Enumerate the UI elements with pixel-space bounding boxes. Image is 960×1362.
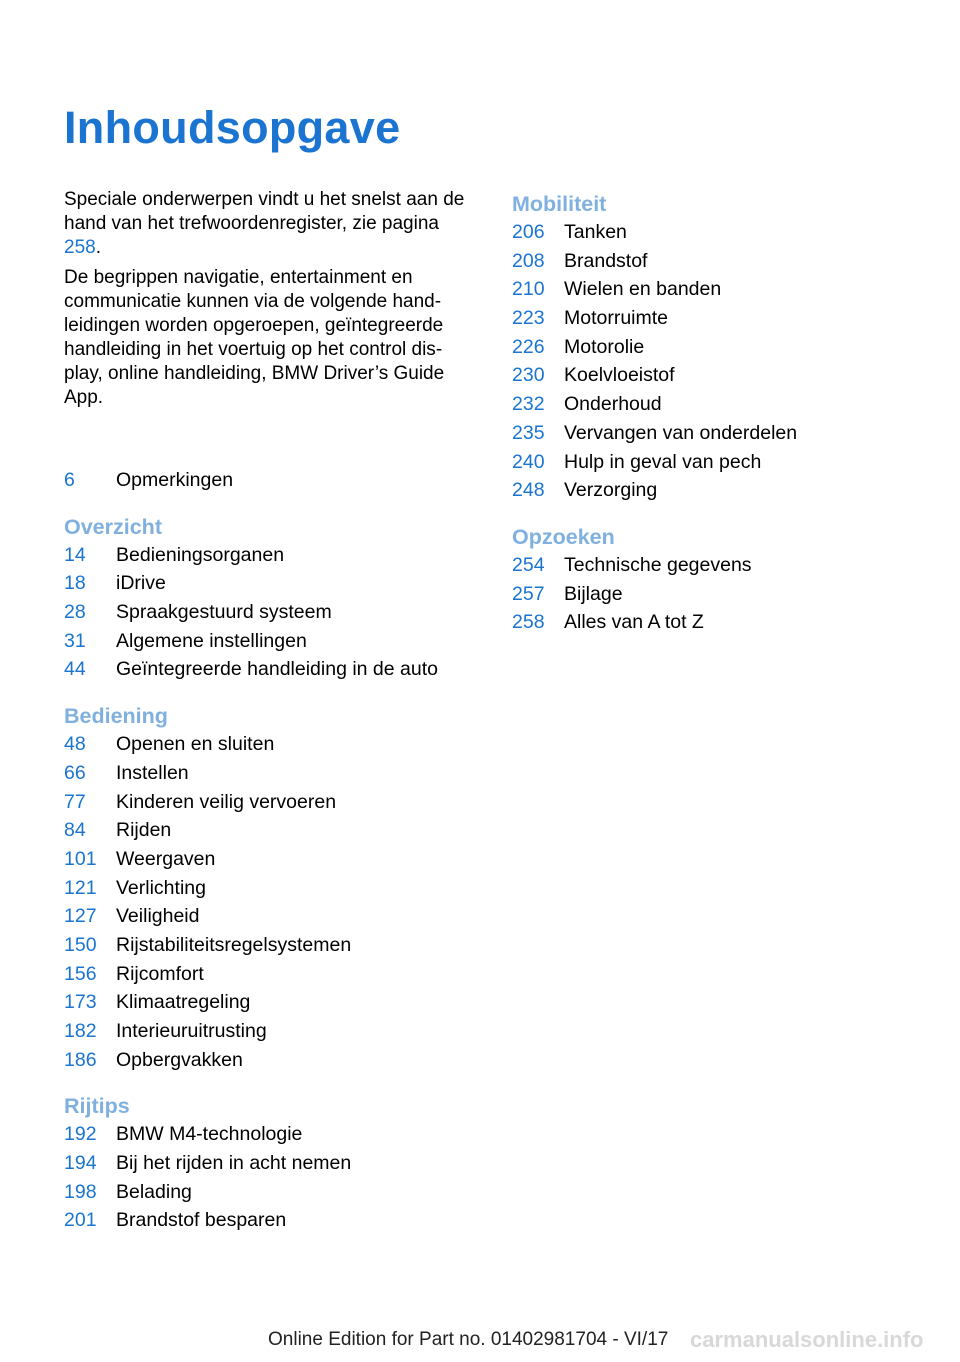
toc-entry[interactable]	[512, 476, 932, 505]
toc-page-number[interactable]: 121	[64, 876, 97, 899]
toc-entry-label: Interieuruitrusting	[116, 1020, 267, 1042]
toc-entry[interactable]	[64, 845, 468, 874]
toc-entry[interactable]	[64, 788, 468, 817]
toc-entry[interactable]	[512, 390, 932, 419]
toc-entry[interactable]	[64, 816, 468, 845]
toc-entry[interactable]	[512, 218, 932, 247]
toc-entry[interactable]	[64, 1206, 468, 1235]
toc-page-number[interactable]: 198	[64, 1180, 97, 1203]
toc-entry[interactable]	[512, 608, 932, 637]
toc-section	[64, 1092, 468, 1235]
toc-entry[interactable]	[64, 902, 468, 931]
toc-entry-label: Algemene instellingen	[116, 629, 307, 652]
watermark: carmanualsonline.info	[690, 1327, 924, 1352]
toc-entry[interactable]	[64, 466, 468, 495]
toc-entry[interactable]	[64, 627, 468, 656]
toc-entry-label: Opmerkingen	[116, 469, 234, 491]
toc-page-number[interactable]: 232	[512, 393, 545, 416]
toc-page-number[interactable]: 206	[512, 221, 545, 243]
toc-page-number[interactable]: 223	[512, 307, 545, 330]
toc-page-number[interactable]: 66	[64, 761, 86, 784]
toc-entry[interactable]	[512, 419, 932, 448]
toc-entry-label: Rijstabiliteitsregelsystemen	[116, 933, 352, 956]
toc-entry-label: Alles van A tot Z	[564, 611, 704, 634]
toc-section	[512, 190, 932, 505]
toc-entry-label: Koelvloeistof	[564, 364, 675, 387]
toc-entry-label: Technische gegevens	[564, 553, 752, 576]
toc-page-number[interactable]: 240	[512, 450, 545, 473]
toc-page-number[interactable]: 14	[64, 543, 86, 566]
toc-page-number[interactable]: 192	[64, 1123, 97, 1146]
toc-entry-label: Bij het rijden in acht nemen	[116, 1152, 352, 1175]
toc-page-number[interactable]: 257	[512, 582, 545, 605]
toc-entry-label: Bedieningsorganen	[116, 543, 285, 566]
toc-entry[interactable]	[64, 960, 468, 989]
toc-entry-label: Spraakgestuurd systeem	[116, 601, 332, 624]
toc-entry-label: Instellen	[116, 761, 189, 784]
index-page-link[interactable]: 258	[64, 237, 96, 258]
toc-page-number[interactable]: 208	[512, 249, 545, 272]
toc-page-number[interactable]: 254	[512, 553, 545, 576]
intro-paragraph-1	[64, 188, 468, 260]
toc-page-number[interactable]: 84	[64, 819, 86, 842]
toc-page-number[interactable]: 101	[64, 847, 97, 870]
toc-page-number[interactable]: 173	[64, 991, 97, 1014]
toc-page-number[interactable]: 48	[64, 733, 86, 756]
toc-page-number[interactable]: 150	[64, 933, 97, 956]
toc-entry-label: Belading	[116, 1180, 192, 1203]
intro-text-1-end: .	[95, 237, 101, 258]
toc-entry-label: Kinderen veilig vervoeren	[116, 790, 337, 813]
toc-entry-label: Vervangen van onderdelen	[564, 421, 798, 444]
toc-page-number[interactable]: 6	[64, 469, 75, 491]
toc-entry-label: BMW M4-technologie	[116, 1123, 303, 1146]
section-heading: Rijtips	[64, 1094, 130, 1119]
toc-entry-label: Motorruimte	[564, 307, 669, 330]
page-title: Inhoudsopgave	[64, 102, 401, 153]
section-heading: Bediening	[64, 704, 168, 729]
toc-section	[512, 523, 932, 637]
section-heading: Opzoeken	[512, 524, 615, 549]
toc-page-number[interactable]: 248	[512, 479, 545, 502]
toc-page-number[interactable]: 194	[64, 1152, 97, 1175]
toc-entry-label: Openen en sluiten	[116, 733, 275, 756]
toc-page-number[interactable]: 182	[64, 1020, 97, 1042]
toc-entry[interactable]	[64, 1017, 468, 1046]
toc-page-number[interactable]: 31	[64, 629, 86, 652]
toc-entry-label: Opbergvakken	[116, 1048, 243, 1071]
toc-entry[interactable]	[64, 655, 468, 684]
toc-page-number[interactable]: 28	[64, 601, 86, 624]
section-heading: Mobiliteit	[512, 192, 607, 216]
toc-section	[64, 466, 468, 495]
toc-entry-label: Bijlage	[564, 582, 623, 605]
toc-entry[interactable]	[512, 361, 932, 390]
toc-entry[interactable]	[64, 1046, 468, 1075]
toc-entry-label: Verlichting	[116, 876, 206, 899]
toc-section	[64, 702, 468, 1074]
toc-entry-label: Geïntegreerde handleiding in de auto	[116, 658, 438, 681]
toc-entry[interactable]	[512, 333, 932, 362]
toc-entry-label: Tanken	[564, 221, 627, 243]
toc-page-number[interactable]: 226	[512, 335, 545, 358]
toc-entry[interactable]	[512, 448, 932, 477]
toc-entry-label: Verzorging	[564, 479, 658, 502]
toc-entry-label: Klimaatregeling	[116, 991, 251, 1014]
intro-text-1: Speciale onderwerpen vindt u het snelst aan de hand van het trefwoordenregister, zie pagina	[64, 189, 465, 234]
toc-entry[interactable]	[64, 759, 468, 788]
toc-section	[64, 513, 468, 684]
toc-page-number[interactable]: 77	[64, 790, 86, 813]
toc-entry[interactable]	[512, 551, 932, 580]
toc-entry[interactable]	[64, 988, 468, 1017]
footer-edition: Online Edition for Part no. 01402981704 - VI/17	[268, 1329, 669, 1350]
toc-page-number[interactable]: 210	[512, 278, 545, 301]
toc-entry[interactable]	[512, 275, 932, 304]
toc-entry[interactable]	[512, 304, 932, 333]
toc-page-number[interactable]: 258	[512, 611, 545, 634]
intro-paragraph-2: De begrippen navigatie, entertainment en communicatie kunnen via de volgende handleidingen worden opgeroepen, geïntegreerde handleiding in het voertuig op het control display, online handleiding, BMW Driver’s Guide App.	[64, 267, 445, 408]
section-heading: Overzicht	[64, 514, 162, 539]
toc-entry[interactable]	[64, 1149, 468, 1178]
toc-page-number[interactable]: 18	[64, 572, 86, 595]
toc-entry[interactable]	[64, 1178, 468, 1207]
toc-entry[interactable]	[64, 931, 468, 960]
toc-entry-label: Brandstof besparen	[116, 1209, 287, 1232]
toc-page-number[interactable]: 201	[64, 1209, 97, 1232]
left-column	[64, 188, 468, 1235]
toc-entry-label: Rijcomfort	[116, 962, 204, 985]
toc-entry[interactable]	[64, 569, 468, 598]
right-column	[512, 188, 932, 637]
toc-page-number[interactable]: 230	[512, 364, 545, 387]
toc-entry-label: Weergaven	[116, 847, 216, 870]
toc-entry-label: Brandstof	[564, 249, 648, 272]
toc-entry[interactable]	[64, 730, 468, 759]
toc-entry[interactable]	[512, 580, 932, 609]
toc-entry-label: Wielen en banden	[564, 278, 722, 301]
toc-entry[interactable]	[64, 1120, 468, 1149]
intro	[64, 188, 468, 410]
toc-entry[interactable]	[64, 598, 468, 627]
toc-entry-label: Veiligheid	[116, 905, 200, 928]
toc-entry-label: Hulp in geval van pech	[564, 450, 762, 473]
toc-page-number[interactable]: 186	[64, 1048, 97, 1071]
toc-page-number[interactable]: 44	[64, 658, 86, 681]
toc-entry[interactable]	[512, 247, 932, 276]
toc-entry-label: Onderhoud	[564, 393, 662, 416]
toc-entry[interactable]	[64, 541, 468, 570]
toc-page-number[interactable]: 127	[64, 905, 97, 928]
toc-left	[64, 466, 468, 1235]
toc-page-number[interactable]: 156	[64, 962, 97, 985]
toc-entry-label: iDrive	[116, 572, 166, 595]
toc-page-number[interactable]: 235	[512, 421, 545, 444]
toc-entry-label: Motorolie	[564, 335, 645, 358]
toc-entry-label: Rijden	[116, 819, 172, 842]
toc-right	[512, 190, 932, 637]
toc-entry[interactable]	[64, 874, 468, 903]
